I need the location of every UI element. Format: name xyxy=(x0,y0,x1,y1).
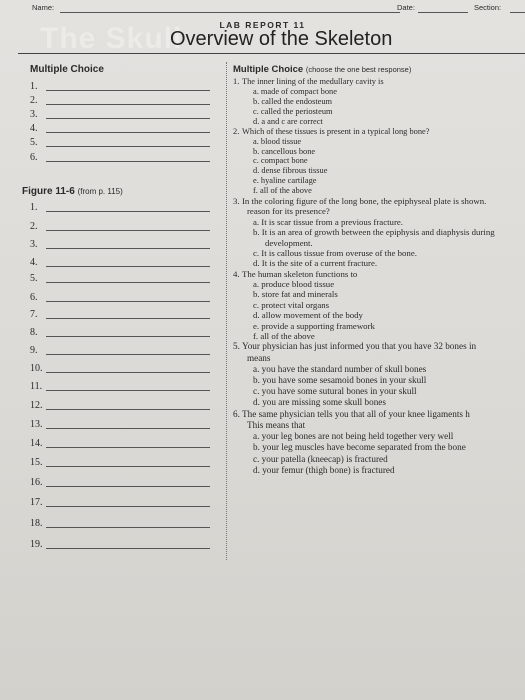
answer-number: 11. xyxy=(30,381,43,392)
answer-number: 8. xyxy=(30,327,38,338)
answer-number: 4. xyxy=(30,257,38,268)
question-continuation: reason for its presence? xyxy=(247,206,330,217)
page-title: Overview of the Skeleton xyxy=(170,28,393,50)
answer-number: 12. xyxy=(30,400,43,411)
option[interactable]: e. provide a supporting framework xyxy=(253,320,375,331)
question-1: 1. The inner lining of the medullary cavity is xyxy=(233,77,384,87)
option[interactable]: d. allow movement of the body xyxy=(253,310,363,321)
answer-number: 3. xyxy=(30,109,38,120)
option[interactable]: d. It is the site of a current fracture. xyxy=(253,258,378,269)
answer-number: 17. xyxy=(30,497,43,508)
name-field[interactable] xyxy=(60,12,400,13)
option[interactable]: b. you have some sesamoid bones in your skull xyxy=(253,374,427,385)
option[interactable]: c. your patella (kneecap) is fractured xyxy=(253,453,388,464)
mc-answer-line[interactable] xyxy=(20,107,210,120)
figure-answer-line[interactable] xyxy=(20,361,210,374)
option[interactable]: b. store fat and minerals xyxy=(253,289,338,300)
mc-answer-line[interactable] xyxy=(20,150,210,163)
figure-answer-line[interactable] xyxy=(20,290,210,303)
name-date-section-row xyxy=(32,3,525,17)
answer-number: 5. xyxy=(30,137,38,148)
column-divider xyxy=(226,62,227,560)
figure-answer-line[interactable] xyxy=(20,516,210,529)
option[interactable]: d. you are missing some skull bones xyxy=(253,397,386,408)
figure-answer-line[interactable] xyxy=(20,379,210,392)
lab-report-label: LAB REPORT 11 xyxy=(219,20,306,30)
question-text: The inner lining of the medullary cavity is xyxy=(242,77,384,87)
option[interactable]: c. It is callous tissue from overuse of the bone. xyxy=(253,247,417,258)
date-field[interactable] xyxy=(418,12,468,13)
date-label: Date: xyxy=(397,3,415,12)
option[interactable]: a. blood tissue xyxy=(253,136,302,146)
figure-answer-line[interactable] xyxy=(20,343,210,356)
figure-answer-line[interactable] xyxy=(20,417,210,430)
option[interactable]: c. compact bone xyxy=(253,156,308,166)
question-5: 5. Your physician has just informed you that you have 32 bones in xyxy=(233,341,477,352)
section-field[interactable] xyxy=(510,12,525,13)
mc-answer-line[interactable] xyxy=(20,79,210,92)
right-heading-note: (choose the one best response) xyxy=(305,65,412,74)
option[interactable]: d. dense fibrous tissue xyxy=(253,166,328,176)
question-continuation: means xyxy=(247,352,271,363)
figure-answer-line[interactable] xyxy=(20,307,210,320)
option[interactable]: a. produce blood tissue xyxy=(253,279,335,290)
option[interactable]: a. your leg bones are not being held together very well xyxy=(253,431,454,442)
option[interactable]: f. all of the above xyxy=(253,330,315,341)
section-label: Section: xyxy=(474,3,502,12)
answer-number: 1. xyxy=(30,81,38,92)
option[interactable]: c. protect vital organs xyxy=(253,299,330,310)
answer-number: 15. xyxy=(30,457,43,468)
right-multiple-choice-heading xyxy=(233,64,523,75)
question-text: Which of these tissues is present in a typical long bone? xyxy=(242,126,430,136)
mc-answer-line[interactable] xyxy=(20,121,210,134)
figure-answer-line[interactable] xyxy=(20,475,210,488)
figure-answer-line[interactable] xyxy=(20,495,210,508)
option[interactable]: a. you have the standard number of skull bones xyxy=(253,363,427,374)
left-multiple-choice-heading: Multiple Choice xyxy=(30,64,104,75)
answer-number: 9. xyxy=(30,345,38,356)
figure-answer-line[interactable] xyxy=(20,200,210,213)
figure-answer-line[interactable] xyxy=(20,537,210,550)
answer-number: 7. xyxy=(30,309,38,320)
figure-answer-line[interactable] xyxy=(20,271,210,284)
answer-number: 13. xyxy=(30,419,43,430)
option[interactable]: d. a and c are correct xyxy=(253,116,323,126)
questions-column xyxy=(233,64,523,476)
option[interactable]: e. hyaline cartilage xyxy=(253,176,317,186)
watermark-text: The Skull xyxy=(40,22,183,55)
name-label: Name: xyxy=(32,3,55,12)
answer-number: 6. xyxy=(30,152,38,163)
answer-number: 1. xyxy=(30,202,38,213)
figure-answer-line[interactable] xyxy=(20,219,210,232)
figure-heading xyxy=(22,186,123,197)
option[interactable]: b. It is an area of growth between the epiphysis and diaphysis during xyxy=(253,227,495,238)
figure-answer-line[interactable] xyxy=(20,255,210,268)
answer-number: 19. xyxy=(30,539,43,550)
answer-number: 5. xyxy=(30,273,38,284)
answer-number: 18. xyxy=(30,518,43,529)
option[interactable]: c. you have some sutural bones in your skull xyxy=(253,386,417,397)
figure-answer-line[interactable] xyxy=(20,325,210,338)
option[interactable]: a. made of compact bone xyxy=(253,87,337,97)
figure-heading-note: (from p. 115) xyxy=(77,187,123,196)
mc-answer-line[interactable] xyxy=(20,135,210,148)
option[interactable]: a. It is scar tissue from a previous fracture. xyxy=(253,216,403,227)
answer-number: 2. xyxy=(30,95,38,106)
figure-answer-line[interactable] xyxy=(20,455,210,468)
question-text: In the coloring figure of the long bone, the epiphyseal plate is shown. xyxy=(242,196,487,207)
right-heading-text: Multiple Choice xyxy=(233,64,304,75)
figure-answer-line[interactable] xyxy=(20,237,210,250)
question-3: 3. In the coloring figure of the long bone, the epiphyseal plate is shown. xyxy=(233,196,487,207)
question-continuation: This means that xyxy=(247,419,306,430)
figure-heading-text: Figure 11-6 xyxy=(22,186,75,197)
answer-number: 14. xyxy=(30,438,43,449)
answer-number: 10. xyxy=(30,363,43,374)
option[interactable]: b. cancellous bone xyxy=(253,146,316,156)
figure-answer-line[interactable] xyxy=(20,436,210,449)
question-2: 2. Which of these tissues is present in a typical long bone? xyxy=(233,126,430,136)
question-text: The human skeleton functions to xyxy=(242,268,358,279)
answer-number: 16. xyxy=(30,477,43,488)
question-6: 6. The same physician tells you that all of your knee ligaments h xyxy=(233,408,470,419)
answer-number: 4. xyxy=(30,123,38,134)
option[interactable]: b. called the endosteum xyxy=(253,97,333,107)
answer-number: 2. xyxy=(30,221,38,232)
figure-answer-line[interactable] xyxy=(20,398,210,411)
option[interactable]: d. your femur (thigh bone) is fractured xyxy=(253,464,395,475)
question-4: 4. The human skeleton functions to xyxy=(233,268,358,279)
question-text: The same physician tells you that all of your knee ligaments h xyxy=(242,408,470,419)
answer-number: 6. xyxy=(30,292,38,303)
option-continuation: development. xyxy=(265,237,313,248)
mc-answer-line[interactable] xyxy=(20,93,210,106)
option[interactable]: b. your leg muscles have become separated from the bone xyxy=(253,442,466,453)
option[interactable]: f. all of the above xyxy=(253,186,312,196)
answer-number: 3. xyxy=(30,239,38,250)
option[interactable]: c. called the periosteum xyxy=(253,106,333,116)
question-text: Your physician has just informed you that you have 32 bones in xyxy=(242,341,477,352)
title-rule xyxy=(18,53,525,54)
